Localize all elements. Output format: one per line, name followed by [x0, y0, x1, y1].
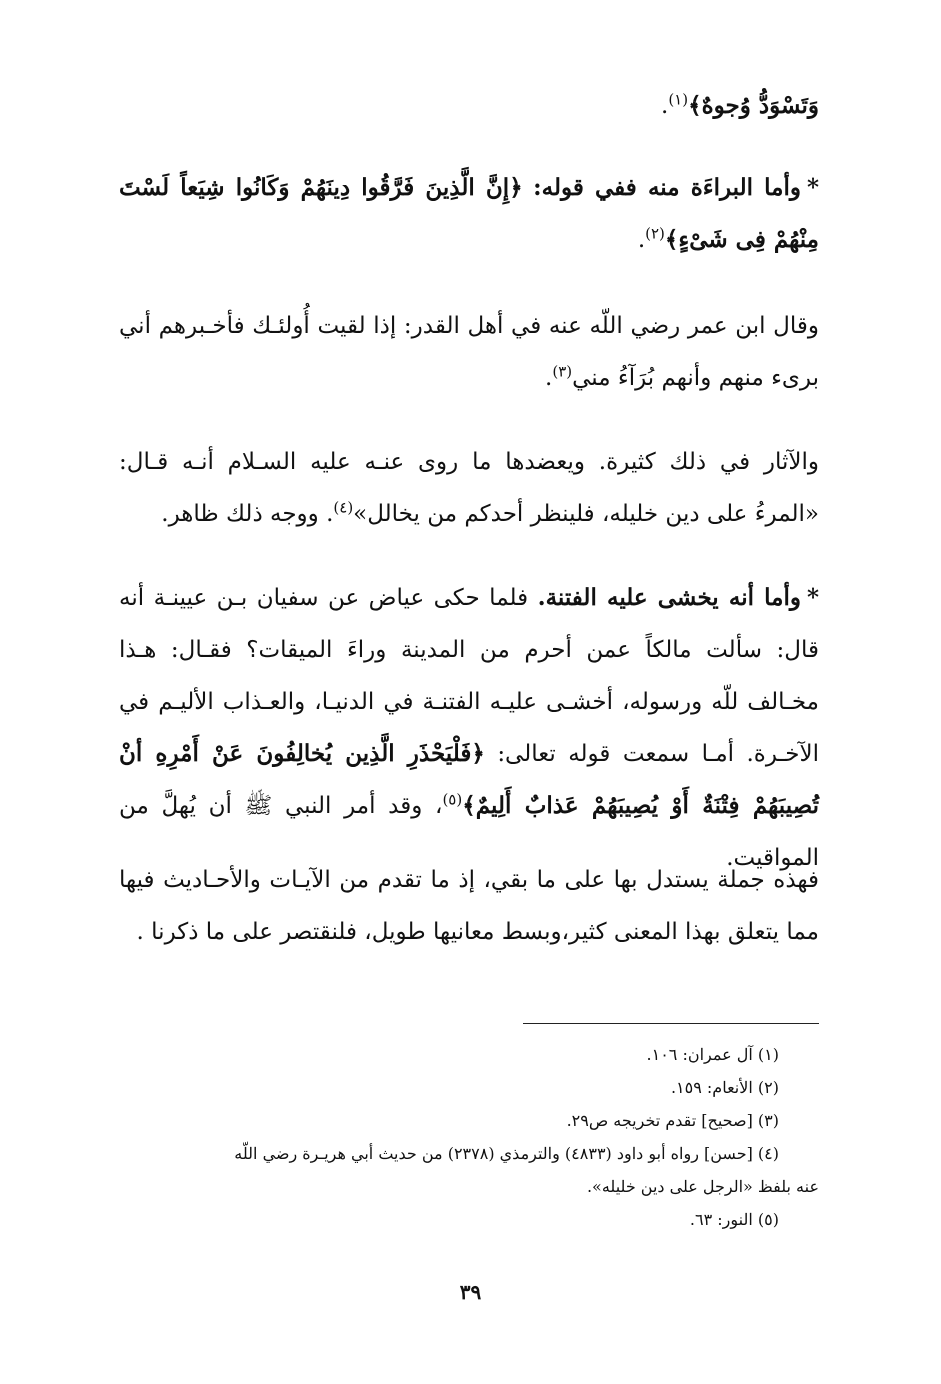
- star-marker: *: [806, 174, 819, 201]
- footnote-3: (٣) [صحيح] تقدم تخريجه ص٢٩.: [566, 1111, 779, 1130]
- footnote-4-continued: عنه بلفظ «الرجل على دين خليله».: [586, 1177, 819, 1196]
- paragraph-5: [119, 572, 819, 884]
- period: .: [661, 93, 669, 119]
- period: .: [637, 227, 646, 253]
- footnote-ref-4[interactable]: (٤): [333, 498, 354, 517]
- paragraph-3: [119, 300, 819, 404]
- footnote-ref-2[interactable]: (٢): [645, 224, 665, 243]
- paragraph-1: [119, 80, 819, 132]
- paragraph-6: [119, 854, 819, 958]
- hadith-tail: . ووجه ذلك ظاهر.: [161, 501, 334, 527]
- hadith-text: والآثار في ذلك كثيرة. ويعضدها ما روى عنـه عليه السـلام أنـه قـال: «المرءُ على دين خليله، فلينظر أحدكم من يخالل»: [119, 449, 819, 527]
- miqat-sentence: ، وقد أمر النبي ﷺ أن يُهلَّ من المواقيت.: [119, 793, 819, 871]
- star-marker: *: [806, 584, 819, 611]
- footnote-4: (٤) [حسن] رواه أبو داود (٤٨٣٣) والترمذي (٢٣٧٨) من حديث أبي هريـرة رضي اللّه: [234, 1144, 779, 1163]
- footnote-1: (١) آل عمران: ١٠٦.: [646, 1045, 779, 1064]
- footnote-2: (٢) الأنعام: ١٥٩.: [670, 1078, 779, 1097]
- ibn-umar-quote: وقال ابن عمر رضي اللّه عنه في أهل القدر: إذا لقيت أُولئـك فأخـبرهم أني برىء منهم وأنهم بُرَآءُ مني: [119, 313, 819, 391]
- section-heading-fitna: وأما أنه يخشى عليه الفتنة.: [537, 584, 801, 611]
- quran-verse: ﴿فَلْيَحْذَرِ الَّذِين يُخالِفُونَ عَنْ أَمْرِهِ أنْ تُصِيبَهُمْ فِتْنَةٌ أَوْ يُصِيبَهُمْ عَذابٌ أَلِيمٌ﴾: [119, 740, 819, 819]
- period: .: [545, 365, 553, 391]
- malik-narration: فلما حكى عياض عن سفيان بـن عيينـة أنه قال: سألت مالكاً عمن أحرم من المدينة وراءَ الميقات؟ فقـال: هـذا مخـالف للّه ورسوله، أخشـى عليـه الفتنـة في الدنيـا، والعـذاب الأليـم في الآخـرة. أمـا سمعت قوله تعالى:: [119, 585, 820, 767]
- paragraph-4: [119, 436, 819, 540]
- quran-verse: ﴿إِنَّ الَّذِينَ فَرَّقُوا دِينَهُمْ وَكَانُوا شِيَعاً لَسْتَ مِنْهُمْ فِى شَىْءٍ﴾: [119, 174, 819, 253]
- footnotes: [119, 1038, 819, 1236]
- footnote-5: (٥) النور: ٦٣.: [689, 1210, 779, 1229]
- footnote-ref-3[interactable]: (٣): [552, 362, 573, 381]
- page-number: ٣٩: [459, 1280, 482, 1304]
- footnote-ref-1[interactable]: (١): [668, 90, 689, 109]
- footnote-divider: [523, 1023, 819, 1024]
- section-heading-baraa: وأما البراءَة منه ففي قوله:: [533, 174, 801, 201]
- conclusion-text: فهذه جملة يستدل بها على ما بقي، إذ ما تقدم من الآيـات والأحـاديث فيها مما يتعلق بهذا المعنى كثير،وبسط معانيها طويل، فلنقتصر على ما ذكرنا .: [119, 867, 819, 945]
- quran-verse-end: وَتَسْوَدُّ وُجوهٌ﴾: [688, 92, 819, 119]
- paragraph-2: [119, 162, 819, 266]
- footnote-ref-5[interactable]: (٥): [442, 790, 463, 809]
